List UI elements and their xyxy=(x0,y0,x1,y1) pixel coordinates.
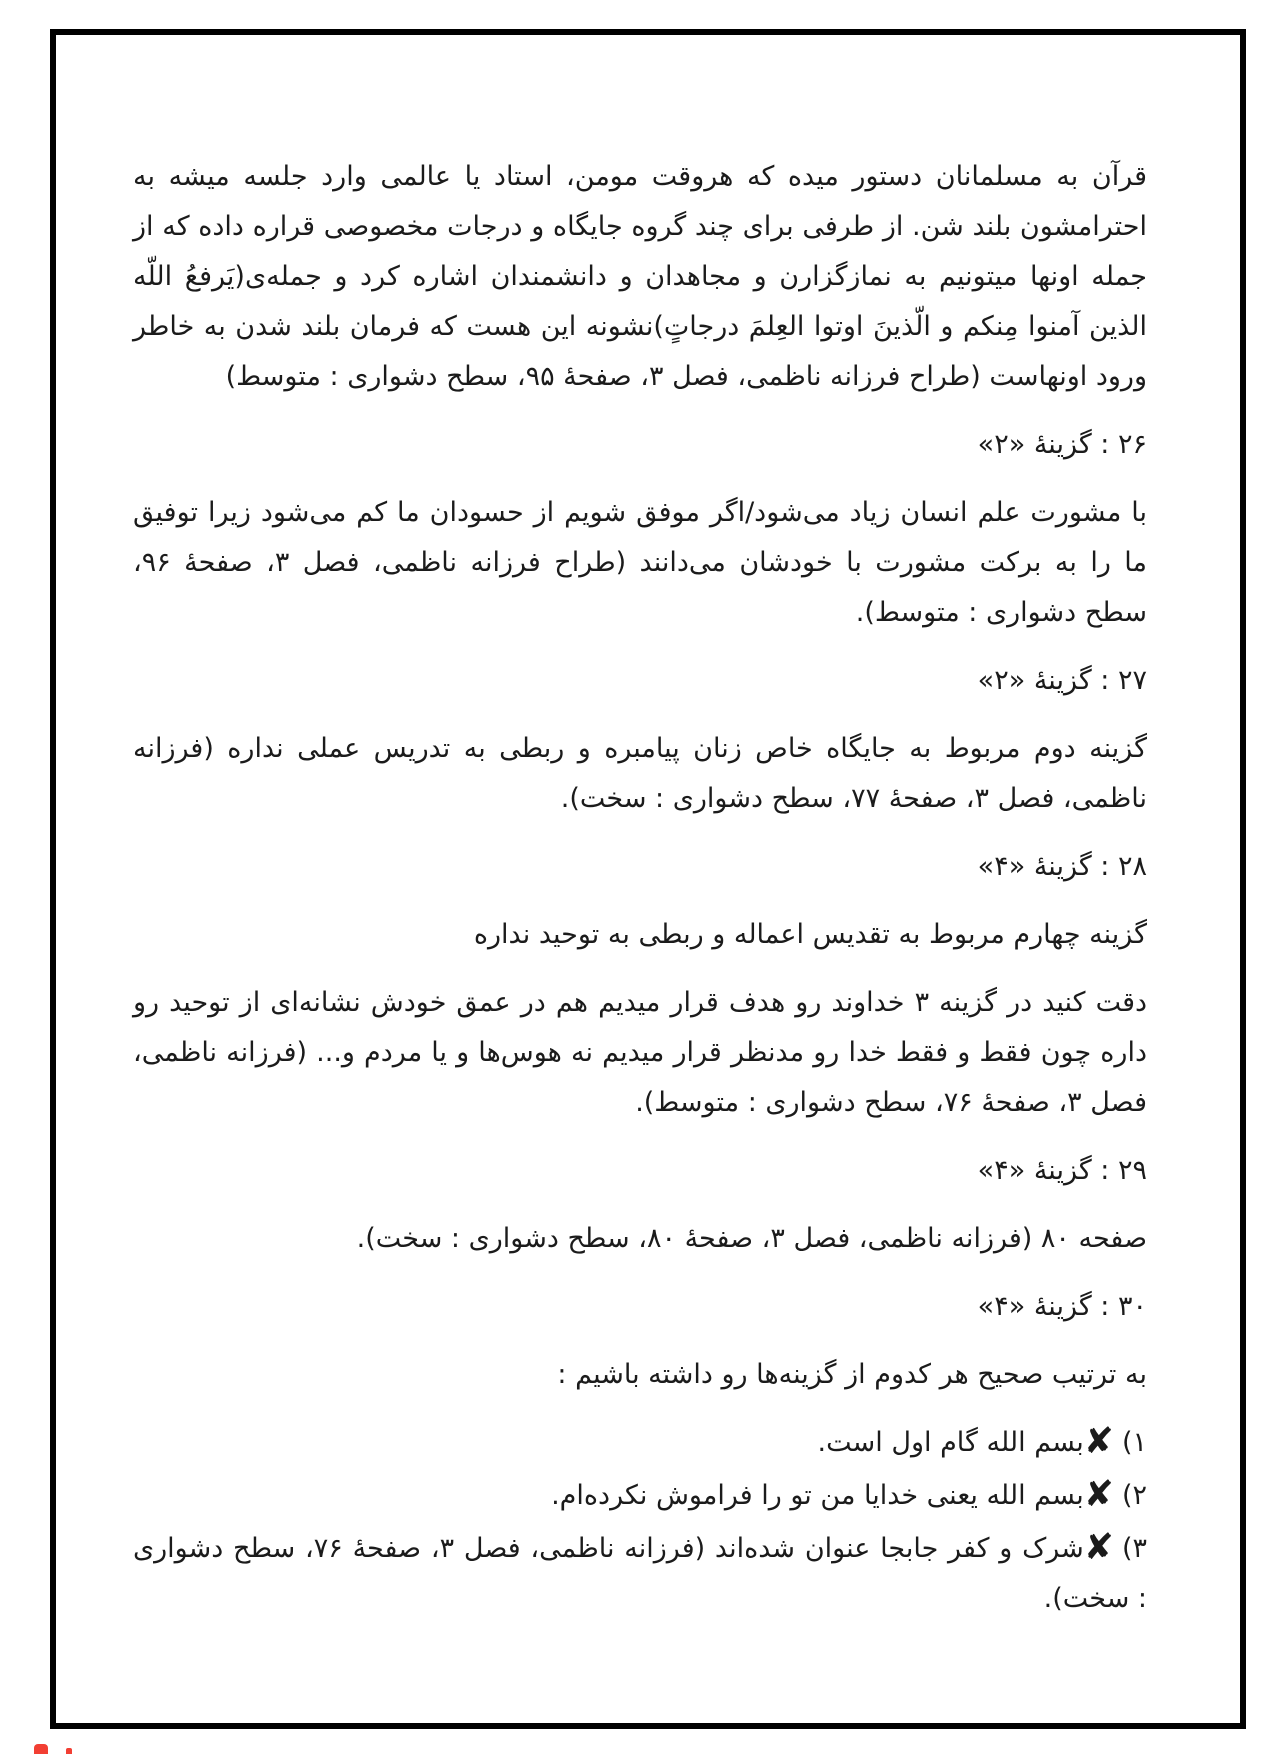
option-item-1 xyxy=(133,1418,1147,1468)
answer-28-header: ۲۸ : گزینهٔ «۴» xyxy=(977,851,1147,882)
option-1-text: بسم الله گام اول است. xyxy=(817,1427,1084,1458)
answer-26-body: با مشورت علم انسان زیاد می‌شود/اگر موفق شویم از حسودان ما کم می‌شود زیرا توفیق ما را به برکت مشورت با خودشان می‌دانند (طراح فرزانه ناظمی، فصل ۳، صفحهٔ ۹۶، سطح دشواری : متوسط). xyxy=(133,497,1147,628)
option-item-2 xyxy=(133,1471,1147,1521)
answer-30-header: ۳۰ : گزینهٔ «۴» xyxy=(977,1291,1147,1322)
answer-27-body: گزینه دوم مربوط به جایگاه خاص زنان پیامبره و ربطی به تدریس عملی نداره (فرزانه ناظمی، فصل ۳، صفحهٔ ۷۷، سطح دشواری : سخت). xyxy=(133,733,1147,814)
red-logo-fragment xyxy=(34,1744,48,1754)
answer-26-header: ۲۶ : گزینهٔ «۲» xyxy=(977,429,1147,460)
answer-28-body: دقت کنید در گزینه ۳ خداوند رو هدف قرار میدیم هم در عمق خودش نشانه‌ای از توحید رو داره چون فقط و فقط خدا رو مدنظر قرار میدیم نه هوس‌ها و یا مردم و... (فرزانه ناظمی، فصل ۳، صفحهٔ ۷۶، سطح دشواری : متوسط). xyxy=(133,987,1148,1118)
wrong-mark-x-icon: ✘ xyxy=(1083,1474,1114,1515)
option-item-3 xyxy=(133,1524,1147,1624)
answer-sheet-content xyxy=(133,152,1147,1627)
answer-29-header: ۲۹ : گزینهٔ «۴» xyxy=(977,1155,1147,1186)
red-logo-fragment-small xyxy=(66,1748,72,1754)
option-3-text: شرک و کفر جابجا عنوان شده‌اند (فرزانه ناظمی، فصل ۳، صفحهٔ ۷۶، سطح دشواری : سخت). xyxy=(133,1533,1147,1614)
answer-25-explanation: قرآن به مسلمانان دستور میده که هروقت مومن، استاد یا عالمی وارد جلسه میشه به احترامشون بلند شن. از طرفی برای چند گروه جایگاه و درجات مخصوصی قراره داده که از جمله اونها میتونیم به نمازگزارن و مجاهدان و دانشمندان اشاره کرد و جمله‌ی(یَرفعُ اللّه الذین آمنوا مِنکم و الّذینَ اوتوا العِلمَ درجاتٍ)نشونه این هست که فرمان بلند شدن به خاطر ورود اونهاست (طراح فرزانه ناظمی، فصل ۳، صفحهٔ ۹۵، سطح دشواری : متوسط) xyxy=(133,161,1147,392)
wrong-mark-x-icon: ✘ xyxy=(1083,1527,1114,1568)
answer-29-body: صفحه ۸۰ (فرزانه ناظمی، فصل ۳، صفحهٔ ۸۰، سطح دشواری : سخت). xyxy=(356,1223,1147,1254)
option-3-number: ۳) xyxy=(1121,1533,1147,1564)
option-2-text: بسم الله یعنی خدایا من تو را فراموش نکرده‌ام. xyxy=(551,1480,1084,1511)
wrong-mark-x-icon: ✘ xyxy=(1083,1421,1114,1462)
page-border-frame xyxy=(50,29,1246,1729)
option-1-number: ۱) xyxy=(1121,1427,1147,1458)
answer-27-header: ۲۷ : گزینهٔ «۲» xyxy=(977,665,1147,696)
answer-28-note: گزینه چهارم مربوط به تقدیس اعماله و ربطی به توحید نداره xyxy=(473,919,1147,950)
option-2-number: ۲) xyxy=(1121,1480,1147,1511)
answer-30-intro: به ترتیب صحیح هر کدوم از گزینه‌ها رو داشته باشیم : xyxy=(557,1359,1147,1390)
